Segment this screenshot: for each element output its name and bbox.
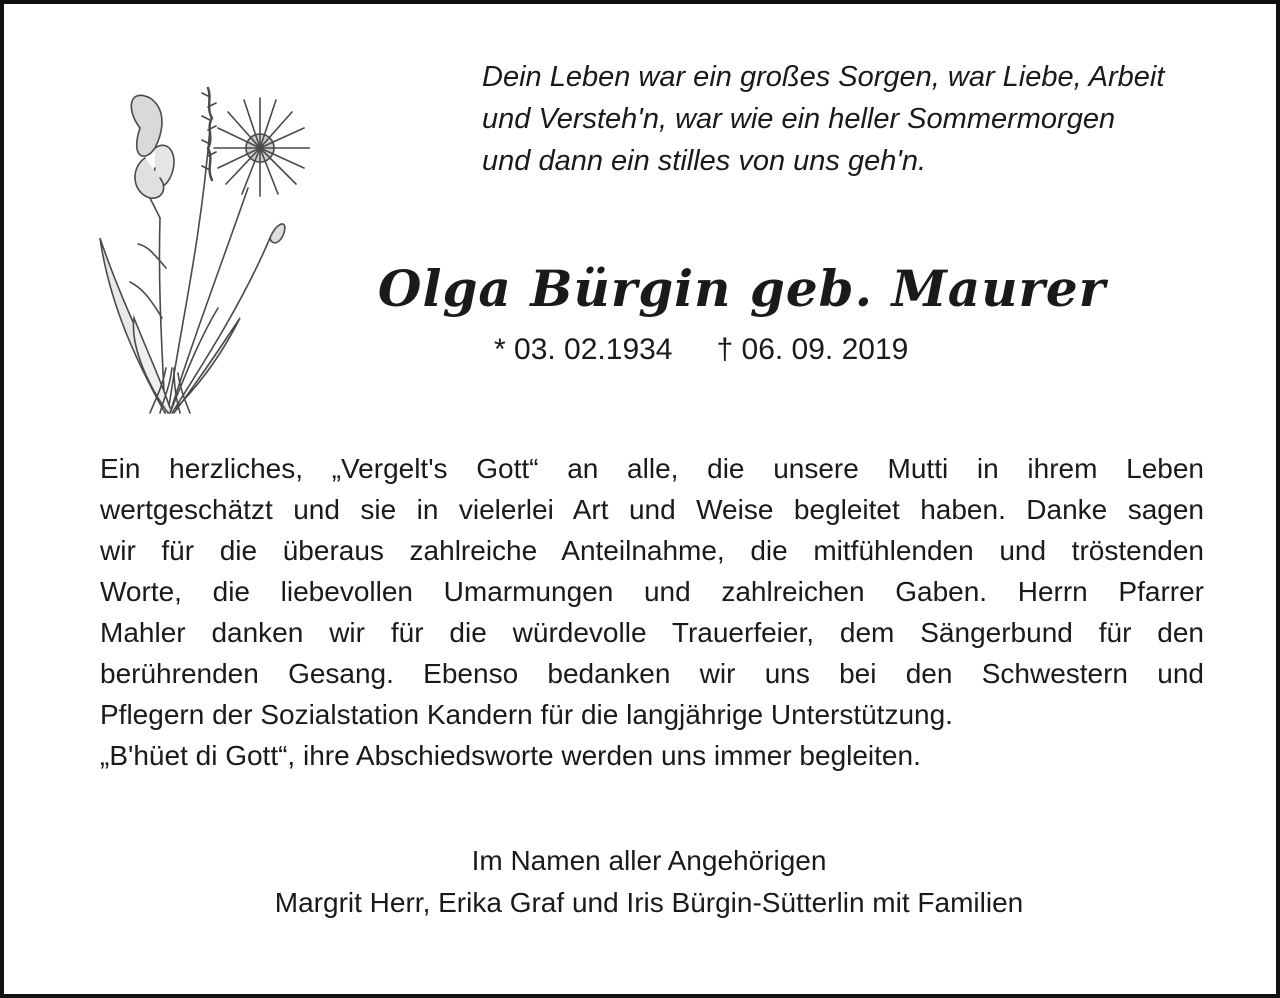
poem-line: und Versteh'n, war wie ein heller Sommermorgen bbox=[482, 103, 1116, 135]
poem-line: Dein Leben war ein großes Sorgen, war Liebe, Arbeit bbox=[482, 61, 1165, 93]
death-date: † 06. 09. 2019 bbox=[716, 333, 909, 366]
message-line: „B'hüet di Gott“, ihre Abschiedsworte werden uns immer begleiten. bbox=[100, 740, 921, 771]
message-line: Worte, die liebevollen Umarmungen und zahlreichen Gaben. Herrn Pfarrer bbox=[100, 576, 1204, 607]
message-line: Pflegern der Sozialstation Kandern für die langjährige Unterstützung. bbox=[100, 699, 953, 730]
signature-names: Margrit Herr, Erika Graf und Iris Bürgin-Sütterlin mit Familien bbox=[274, 887, 1024, 918]
message-line: wertgeschätzt und sie in vielerlei Art und Weise begleitet haben. Danke sagen bbox=[100, 494, 1204, 525]
thank-you-message bbox=[100, 448, 1204, 776]
message-line: Ein herzliches, „Vergelt's Gott“ an alle, die unsere Mutti in ihrem Leben bbox=[100, 453, 1204, 484]
message-line: Mahler danken wir für die würdevolle Trauerfeier, dem Sängerbund für den bbox=[100, 617, 1204, 648]
life-dates bbox=[494, 328, 908, 372]
message-line: berührenden Gesang. Ebenso bedanken wir uns bei den Schwestern und bbox=[100, 658, 1204, 689]
message-line: wir für die überaus zahlreiche Anteilnahme, die mitfühlenden und tröstenden bbox=[100, 535, 1204, 566]
flower-bouquet-icon bbox=[70, 68, 310, 424]
poem-line: und dann ein stilles von uns geh'n. bbox=[482, 145, 927, 177]
deceased-name: Olga Bürgin geb. Maurer bbox=[377, 259, 1107, 318]
birth-date: * 03. 02.1934 bbox=[494, 333, 673, 366]
poem bbox=[482, 56, 1262, 182]
signature bbox=[4, 840, 1280, 924]
signature-intro: Im Namen aller Angehörigen bbox=[471, 845, 827, 876]
